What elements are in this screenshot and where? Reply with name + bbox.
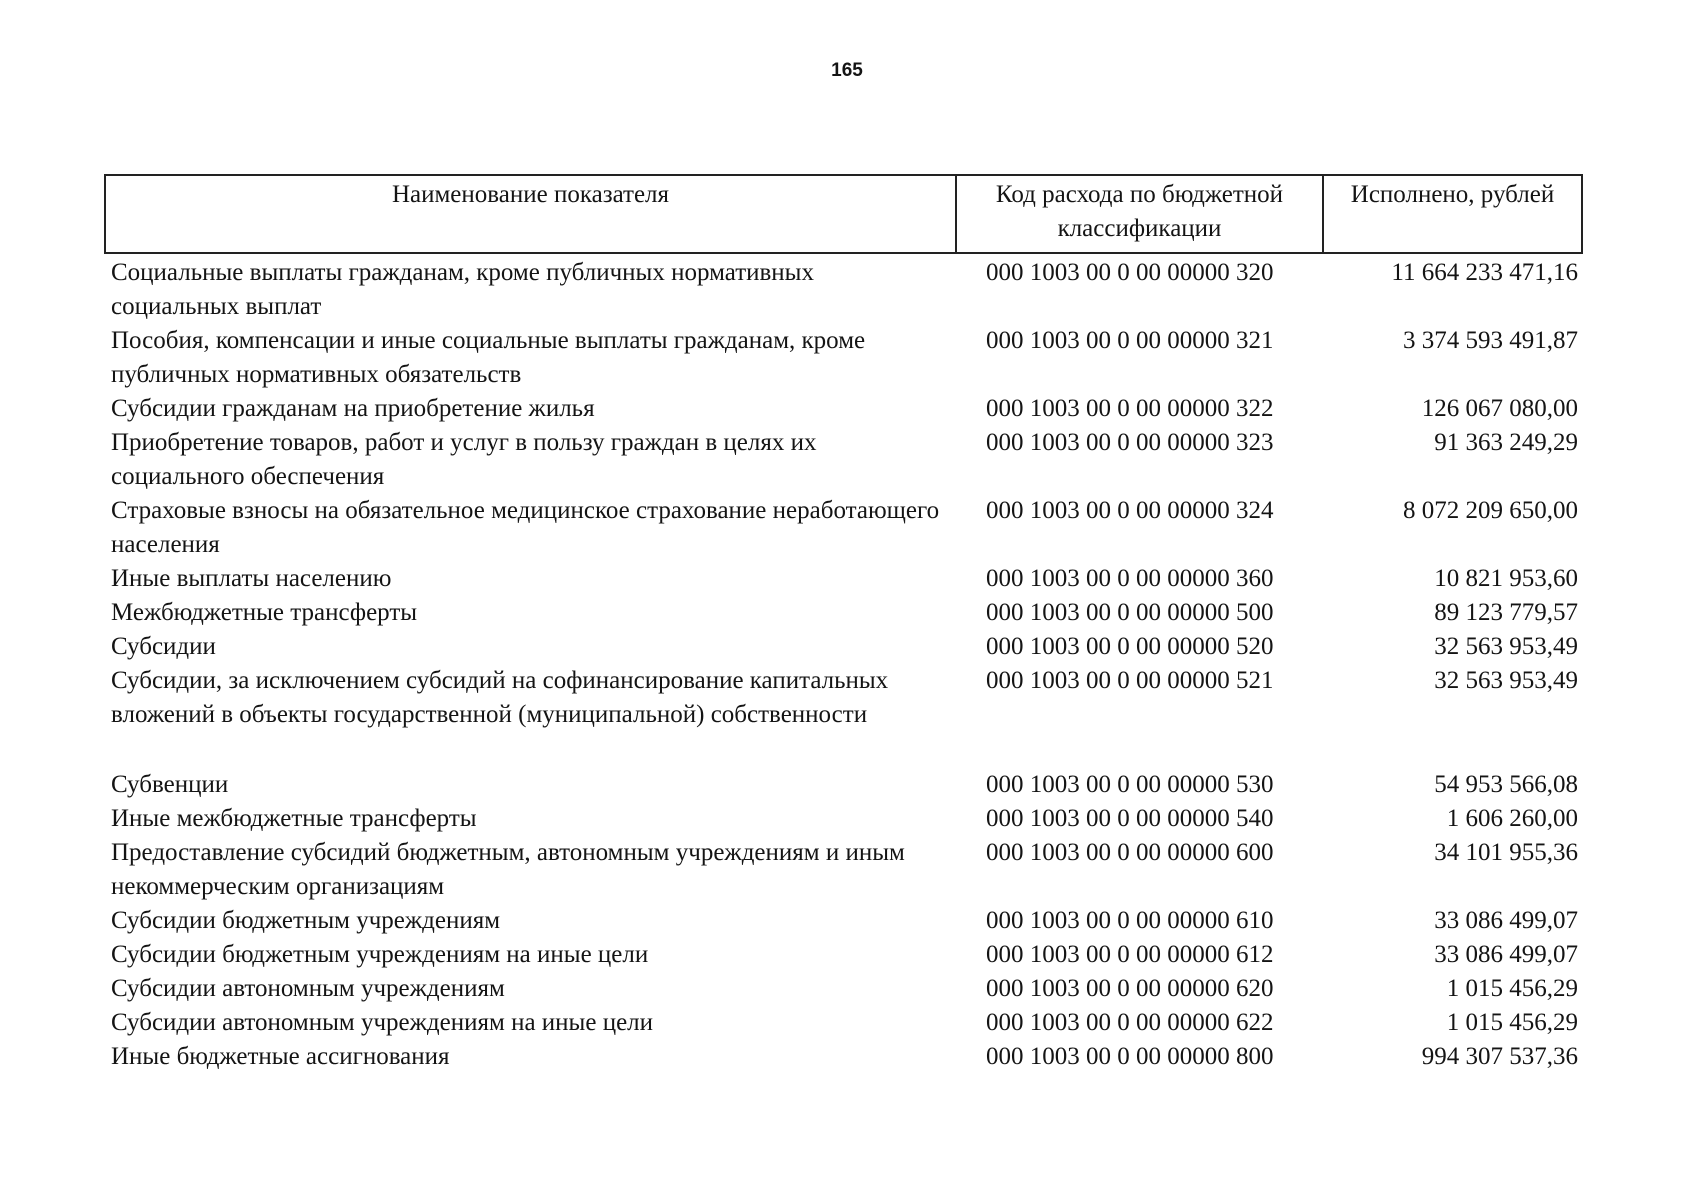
row-name: Субсидии автономным учреждениям на иные цели — [111, 1009, 654, 1036]
row-amount: 33 086 499,07 — [1434, 941, 1578, 968]
table-row — [105, 1006, 1582, 1040]
table-row — [105, 664, 1582, 768]
row-name: Иные выплаты населению — [111, 565, 392, 592]
row-name: Пособия, компенсации и иные социальные выплаты гражданам, кроме публичных нормативных обязательств — [111, 327, 866, 388]
row-amount: 54 953 566,08 — [1434, 771, 1578, 798]
row-name: Предоставление субсидий бюджетным, автономным учреждениям и иным некоммерческим организациям — [111, 839, 905, 900]
row-amount: 994 307 537,36 — [1421, 1043, 1578, 1070]
row-amount: 3 374 593 491,87 — [1403, 327, 1578, 354]
row-code: 000 1003 00 0 00 00000 321 — [986, 327, 1274, 354]
row-name: Субсидии гражданам на приобретение жилья — [111, 395, 595, 422]
row-code: 000 1003 00 0 00 00000 324 — [986, 497, 1274, 524]
header-row — [105, 175, 1582, 253]
row-name: Иные бюджетные ассигнования — [111, 1043, 450, 1070]
row-amount: 1 606 260,00 — [1446, 805, 1578, 832]
row-amount: 32 563 953,49 — [1434, 667, 1578, 694]
row-amount: 1 015 456,29 — [1446, 975, 1578, 1002]
row-code: 000 1003 00 0 00 00000 620 — [986, 975, 1274, 1002]
row-code: 000 1003 00 0 00 00000 540 — [986, 805, 1274, 832]
table-row — [105, 802, 1582, 836]
table-row — [105, 253, 1582, 324]
table-row — [105, 494, 1582, 562]
row-name: Межбюджетные трансферты — [111, 599, 418, 626]
row-code: 000 1003 00 0 00 00000 360 — [986, 565, 1274, 592]
table-header — [105, 175, 1582, 253]
table-row — [105, 630, 1582, 664]
row-code: 000 1003 00 0 00 00000 622 — [986, 1009, 1274, 1036]
table-row — [105, 426, 1582, 494]
row-code: 000 1003 00 0 00 00000 500 — [986, 599, 1274, 626]
table-row — [105, 972, 1582, 1006]
header-name: Наименование показателя — [105, 175, 956, 253]
row-amount: 1 015 456,29 — [1446, 1009, 1578, 1036]
table-row — [105, 392, 1582, 426]
table-row — [105, 768, 1582, 802]
row-name: Субсидии, за исключением субсидий на софинансирование капитальных вложений в объекты государственной (муниципальной) собственности — [111, 667, 889, 728]
row-code: 000 1003 00 0 00 00000 612 — [986, 941, 1274, 968]
row-amount: 126 067 080,00 — [1421, 395, 1578, 422]
row-code: 000 1003 00 0 00 00000 521 — [986, 667, 1274, 694]
row-amount: 11 664 233 471,16 — [1391, 259, 1578, 286]
row-code: 000 1003 00 0 00 00000 530 — [986, 771, 1274, 798]
row-name: Иные межбюджетные трансферты — [111, 805, 477, 832]
table-row — [105, 938, 1582, 972]
row-amount: 32 563 953,49 — [1434, 633, 1578, 660]
row-code: 000 1003 00 0 00 00000 320 — [986, 259, 1274, 286]
table-row — [105, 596, 1582, 630]
row-amount: 33 086 499,07 — [1434, 907, 1578, 934]
row-code: 000 1003 00 0 00 00000 600 — [986, 839, 1274, 866]
page-number: 165 — [831, 60, 863, 81]
row-code: 000 1003 00 0 00 00000 610 — [986, 907, 1274, 934]
table-body — [105, 253, 1582, 1074]
row-name: Субсидии — [111, 633, 216, 660]
expenditure-table — [104, 174, 1583, 1074]
row-code: 000 1003 00 0 00 00000 323 — [986, 429, 1274, 456]
row-code: 000 1003 00 0 00 00000 800 — [986, 1043, 1274, 1070]
header-amount: Исполнено, рублей — [1323, 175, 1582, 253]
row-code: 000 1003 00 0 00 00000 520 — [986, 633, 1274, 660]
row-amount: 8 072 209 650,00 — [1403, 497, 1578, 524]
table-row — [105, 836, 1582, 904]
table-row — [105, 1040, 1582, 1074]
header-code: Код расхода по бюджетной классификации — [956, 175, 1323, 253]
table-row — [105, 562, 1582, 596]
row-name: Субсидии автономным учреждениям — [111, 975, 505, 1002]
row-name: Социальные выплаты гражданам, кроме публичных нормативных социальных выплат — [111, 259, 814, 320]
row-code: 000 1003 00 0 00 00000 322 — [986, 395, 1274, 422]
row-amount: 10 821 953,60 — [1434, 565, 1578, 592]
row-name: Приобретение товаров, работ и услуг в пользу граждан в целях их социального обеспечения — [111, 429, 817, 490]
row-amount: 34 101 955,36 — [1434, 839, 1578, 866]
row-amount: 91 363 249,29 — [1434, 429, 1578, 456]
row-amount: 89 123 779,57 — [1434, 599, 1578, 626]
row-name: Субсидии бюджетным учреждениям — [111, 907, 501, 934]
row-name: Субсидии бюджетным учреждениям на иные цели — [111, 941, 649, 968]
table-row — [105, 324, 1582, 392]
table-row — [105, 904, 1582, 938]
row-name: Субвенции — [111, 771, 229, 798]
row-name: Страховые взносы на обязательное медицинское страхование неработающего населения — [111, 497, 940, 558]
